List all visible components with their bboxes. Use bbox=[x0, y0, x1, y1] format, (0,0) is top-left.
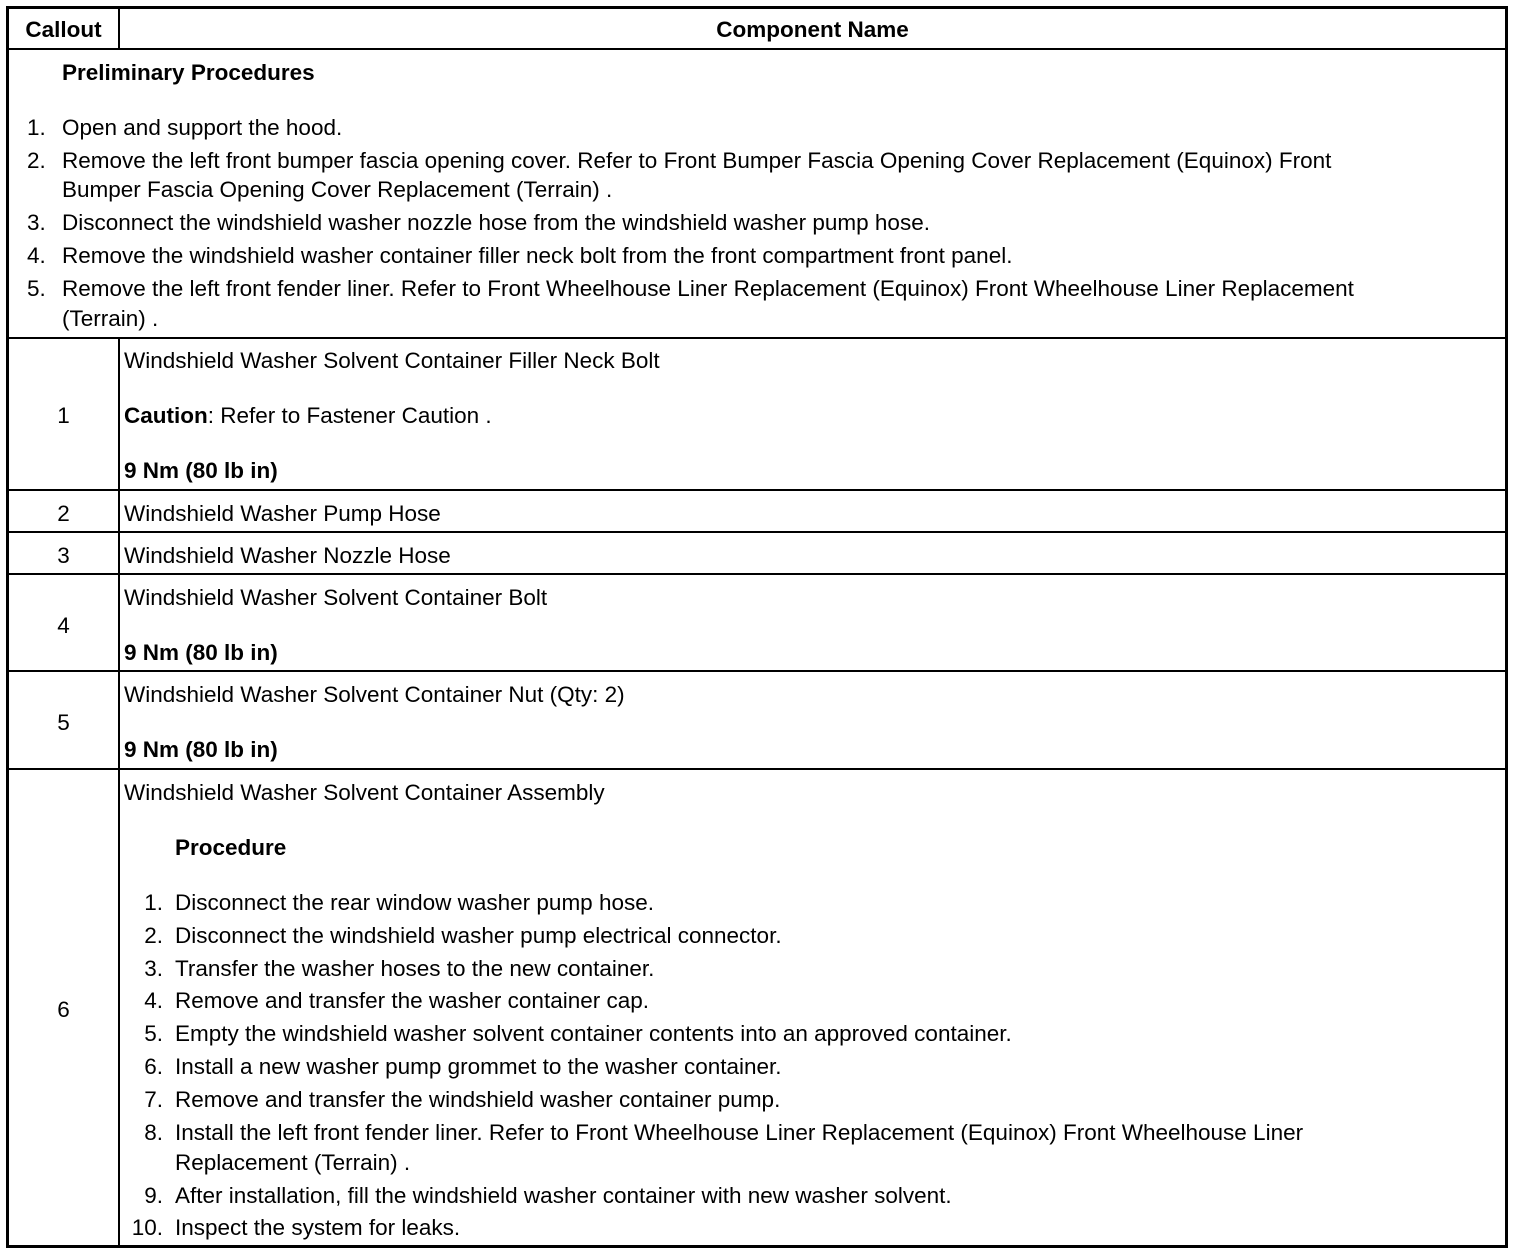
step-text: Transfer the washer hoses to the new container. bbox=[175, 956, 655, 981]
step-text: Disconnect the windshield washer nozzle hose from the windshield washer pump hose. bbox=[62, 210, 930, 235]
step-text: Disconnect the rear window washer pump hose. bbox=[175, 890, 654, 915]
step-number: 4. bbox=[144, 988, 163, 1013]
callout-number: 5 bbox=[57, 710, 70, 735]
torque-spec: 9 Nm (80 lb in) bbox=[124, 458, 278, 483]
header-divider bbox=[118, 9, 120, 49]
component-name: Windshield Washer Solvent Container Assembly bbox=[124, 780, 605, 805]
header-callout: Callout bbox=[25, 17, 102, 42]
step-text: After installation, fill the windshield washer container with new washer solvent. bbox=[175, 1183, 952, 1208]
step-text: Install a new washer pump grommet to the washer container. bbox=[175, 1054, 782, 1079]
torque-spec: 9 Nm (80 lb in) bbox=[124, 737, 278, 762]
step-text: Remove the windshield washer container filler neck bolt from the front compartment front panel. bbox=[62, 243, 1013, 268]
step-number: 3. bbox=[27, 210, 46, 235]
column-divider bbox=[118, 339, 120, 1245]
component-name: Windshield Washer Pump Hose bbox=[124, 501, 441, 526]
preliminary-title: Preliminary Procedures bbox=[62, 60, 315, 85]
step-text: Disconnect the windshield washer pump electrical connector. bbox=[175, 923, 782, 948]
step-number: 6. bbox=[144, 1054, 163, 1079]
torque-spec: 9 Nm (80 lb in) bbox=[124, 640, 278, 665]
step-number: 8. bbox=[144, 1120, 163, 1145]
row-divider bbox=[9, 489, 1505, 491]
component-name: Windshield Washer Nozzle Hose bbox=[124, 543, 451, 568]
step-number: 4. bbox=[27, 243, 46, 268]
step-text: (Terrain) . bbox=[62, 306, 159, 331]
row-divider bbox=[9, 337, 1505, 339]
caution-note bbox=[124, 403, 492, 429]
callout-number: 3 bbox=[57, 543, 70, 568]
row-divider bbox=[9, 670, 1505, 672]
step-text: Empty the windshield washer solvent container contents into an approved container. bbox=[175, 1021, 1012, 1046]
step-text: Remove and transfer the windshield washer container pump. bbox=[175, 1087, 781, 1112]
step-number: 2. bbox=[27, 148, 46, 173]
step-text: Inspect the system for leaks. bbox=[175, 1215, 461, 1240]
step-number: 10. bbox=[131, 1215, 163, 1240]
procedure-table bbox=[6, 6, 1508, 1248]
caution-text: : Refer to Fastener Caution . bbox=[207, 403, 492, 428]
row-divider bbox=[9, 531, 1505, 533]
header-component-name: Component Name bbox=[716, 17, 909, 42]
row-divider bbox=[9, 48, 1505, 50]
step-text: Remove and transfer the washer container cap. bbox=[175, 988, 650, 1013]
step-number: 5. bbox=[144, 1021, 163, 1046]
component-name: Windshield Washer Solvent Container Nut (Qty: 2) bbox=[124, 682, 625, 707]
callout-number: 6 bbox=[57, 997, 70, 1022]
step-number: 7. bbox=[144, 1087, 163, 1112]
callout-number: 1 bbox=[57, 403, 70, 428]
row-divider bbox=[9, 768, 1505, 770]
step-number: 3. bbox=[144, 956, 163, 981]
step-text: Install the left front fender liner. Refer to Front Wheelhouse Liner Replacement (Equinox) Front Wheelhouse Liner bbox=[175, 1120, 1304, 1145]
step-number: 1. bbox=[144, 890, 163, 915]
step-number: 5. bbox=[27, 276, 46, 301]
step-number: 2. bbox=[144, 923, 163, 948]
component-name: Windshield Washer Solvent Container Filler Neck Bolt bbox=[124, 348, 660, 373]
step-number: 1. bbox=[27, 115, 46, 140]
component-name: Windshield Washer Solvent Container Bolt bbox=[124, 585, 548, 610]
row-divider bbox=[9, 573, 1505, 575]
step-text: Replacement (Terrain) . bbox=[175, 1150, 411, 1175]
callout-number: 2 bbox=[57, 501, 70, 526]
step-text: Bumper Fascia Opening Cover Replacement (Terrain) . bbox=[62, 177, 613, 202]
step-text: Remove the left front fender liner. Refer to Front Wheelhouse Liner Replacement (Equinox) Front Wheelhouse Liner Replacement bbox=[62, 276, 1354, 301]
procedure-title: Procedure bbox=[175, 835, 287, 860]
caution-label: Caution bbox=[124, 403, 208, 428]
step-text: Open and support the hood. bbox=[62, 115, 343, 140]
callout-number: 4 bbox=[57, 613, 70, 638]
step-number: 9. bbox=[144, 1183, 163, 1208]
step-text: Remove the left front bumper fascia opening cover. Refer to Front Bumper Fascia Opening Cover Replacement (Equinox) Front bbox=[62, 148, 1332, 173]
